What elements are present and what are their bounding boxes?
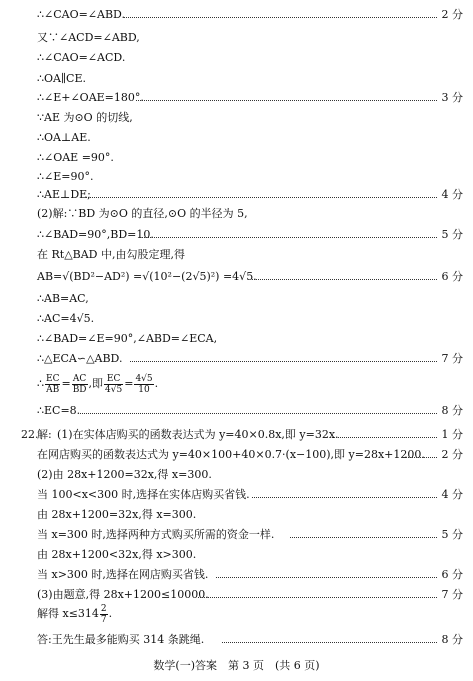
score-mark: 7 分: [441, 352, 463, 365]
score-mark: 6 分: [441, 568, 463, 581]
answer-line: [0, 49, 473, 65]
answer-line: [0, 566, 473, 582]
score-mark: 1 分: [441, 428, 463, 441]
answer-line: [0, 246, 473, 262]
line-text: 在 Rt△BAD 中,由勾股定理,得: [37, 248, 185, 261]
score-mark: 5 分: [441, 228, 463, 241]
answer-line: [0, 631, 473, 647]
line-text: ∴AE⊥DE;: [37, 188, 91, 201]
numerator: 2: [100, 603, 107, 614]
answer-line: [0, 268, 473, 284]
answer-line: [0, 310, 473, 326]
line-text: ∴∠CAO=∠ABD.: [37, 8, 125, 21]
answer-line: [0, 89, 473, 105]
denominator: 10: [138, 384, 150, 395]
line-text: ∴AC=4√5.: [37, 312, 95, 325]
score-mark: 7 分: [441, 588, 463, 601]
answer-line: [0, 446, 473, 462]
answer-line: [0, 205, 473, 221]
answer-line: [0, 586, 473, 602]
line-text: (2)由 28x+1200=32x,得 x=300.: [37, 468, 212, 481]
score-mark: 4 分: [441, 188, 463, 201]
numerator: EC: [46, 373, 60, 384]
line-text: ∴∠CAO=∠ACD.: [37, 51, 126, 64]
denominator: 4√5: [105, 384, 123, 395]
line-text: 由 28x+1200<32x,得 x>300.: [37, 548, 197, 561]
dotted-leader: [402, 456, 437, 458]
answer-line: [0, 350, 473, 366]
equals-sign: =: [124, 377, 134, 390]
answer-line: [0, 186, 473, 202]
line-text: ∴∠OAE =90°.: [37, 151, 114, 164]
fraction-4root5-10: [134, 374, 153, 395]
dotted-leader: [252, 278, 437, 280]
line-text: AB=√(BD²−AD²) =√(10²−(2√5)²) =4√5.: [37, 270, 257, 283]
answer-line: [0, 506, 473, 522]
solve-line: [0, 602, 473, 626]
dotted-leader: [140, 236, 437, 238]
line-text: (1)在实体店购买的函数表达式为 y=40×0.8x,即 y=32x.: [57, 428, 339, 441]
score-mark: 5 分: [441, 528, 463, 541]
answer-line: [0, 129, 473, 145]
line-text: 又∵∠ACD=∠ABD,: [37, 31, 140, 44]
answer-line: [0, 330, 473, 346]
fraction-2-7: [100, 604, 108, 625]
problem-prefix: 解:: [37, 428, 52, 441]
fraction-ec-ab: [45, 374, 60, 395]
line-text: ∴EC=8.: [37, 404, 81, 417]
answer-line: [0, 402, 473, 418]
answer-line: [0, 168, 473, 184]
dotted-leader: [290, 536, 437, 538]
fraction-ec-4root5: [104, 374, 123, 395]
page-footer: 数学(一)答案 第 3 页 (共 6 页): [153, 659, 320, 672]
score-mark: 2 分: [441, 448, 463, 461]
line-text: 当 x>300 时,选择在网店购买省钱.: [37, 568, 209, 581]
line-text: ∴∠BAD=∠E=90°,∠ABD=∠ECA,: [37, 332, 218, 345]
line-text: ∴∠E=90°.: [37, 170, 94, 183]
denominator: AB: [46, 384, 60, 395]
answer-line: [0, 290, 473, 306]
dotted-leader: [198, 596, 437, 598]
answer-line: [0, 6, 473, 22]
numerator: 4√5: [135, 373, 153, 384]
therefore-symbol: ∴: [37, 377, 44, 390]
answer-line: [0, 546, 473, 562]
line-text: ∴OA∥CE.: [37, 72, 86, 85]
dotted-leader: [330, 436, 437, 438]
line-text: 当 100<x<300 时,选择在实体店购买省钱.: [37, 488, 250, 501]
dotted-leader: [130, 360, 437, 362]
equals-sign: =: [61, 377, 71, 390]
denominator: 7: [100, 614, 107, 625]
answer-line: [0, 149, 473, 165]
line-text: ∴∠BAD=90°,BD=10.: [37, 228, 154, 241]
line-text: 答:王先生最多能购买 314 条跳绳.: [37, 633, 205, 646]
score-mark: 2 分: [441, 8, 463, 21]
period: .: [108, 607, 113, 620]
line-text: 由 28x+1200=32x,得 x=300.: [37, 508, 197, 521]
dotted-leader: [216, 576, 437, 578]
line-text: ∴△ECA∽△ABD.: [37, 352, 123, 365]
problem-number: 22.: [21, 428, 39, 441]
fraction-ac-bd: [72, 374, 88, 395]
dotted-leader: [80, 412, 437, 414]
numerator: AC: [72, 373, 87, 384]
period: .: [154, 377, 159, 390]
numerator: EC: [104, 374, 123, 385]
line-text: 在网店购买的函数表达式为 y=40×100+40×0.7·(x−100),即 y=28x+1200.: [37, 448, 425, 461]
answer-line: [0, 466, 473, 482]
score-mark: 8 分: [441, 633, 463, 646]
line-text: 当 x=300 时,选择两种方式购买所需的资金一样.: [37, 528, 275, 541]
line-text: ∴OA⊥AE.: [37, 131, 91, 144]
line-text: (3)由题意,得 28x+1200≤10000.: [37, 588, 209, 601]
answer-line: [0, 526, 473, 542]
line-text: ∴∠E+∠OAE=180°.: [37, 91, 144, 104]
dotted-leader: [86, 196, 437, 198]
score-mark: 6 分: [441, 270, 463, 283]
dotted-leader: [222, 641, 437, 643]
dotted-leader: [124, 16, 437, 18]
line-text: (2)解:∵BD 为⊙O 的直径,⊙O 的半径为 5,: [37, 207, 248, 220]
answer-line: [0, 426, 473, 442]
answer-line: [0, 29, 473, 45]
connector-text: ,即: [88, 377, 104, 390]
answer-line: [0, 70, 473, 86]
answer-line: [0, 226, 473, 242]
denominator: BD: [72, 384, 87, 395]
score-mark: 3 分: [441, 91, 463, 104]
ratio-line: [0, 372, 473, 396]
line-text: ∵AE 为⊙O 的切线,: [37, 111, 133, 124]
answer-line: [0, 109, 473, 125]
dotted-leader: [252, 496, 437, 498]
dotted-leader: [136, 99, 437, 101]
score-mark: 4 分: [441, 488, 463, 501]
solution-text: 解得 x≤314: [37, 607, 99, 620]
score-mark: 8 分: [441, 404, 463, 417]
answer-line: [0, 486, 473, 502]
line-text: ∴AB=AC,: [37, 292, 89, 305]
